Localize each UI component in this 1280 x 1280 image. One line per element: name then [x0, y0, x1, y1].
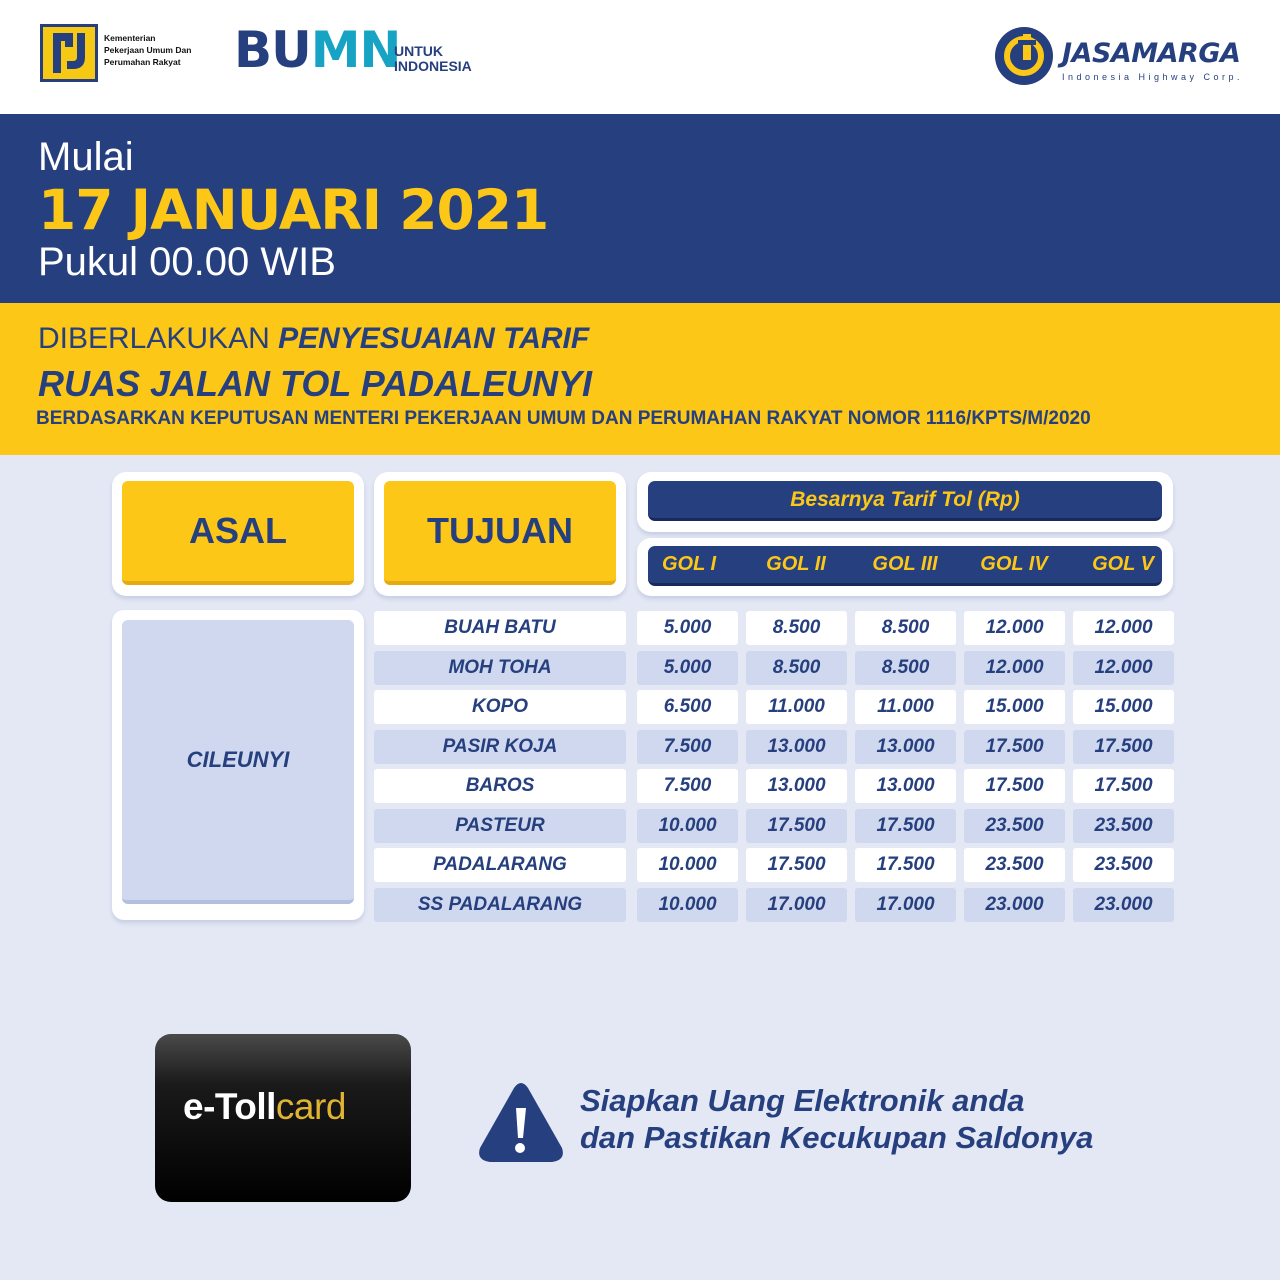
- tarif-cell: 10.000: [637, 809, 738, 843]
- etoll-card-logo: [183, 1086, 346, 1128]
- tarif-cell: 12.000: [964, 611, 1065, 645]
- ministry-line: Kementerian: [104, 33, 156, 43]
- ministry-emblem-icon: [43, 27, 95, 79]
- tarif-cell: 6.500: [637, 690, 738, 724]
- tarif-cell: 5.000: [637, 651, 738, 685]
- reminder-line1: Siapkan Uang Elektronik anda: [580, 1083, 1025, 1118]
- gol-header: GOL II: [766, 553, 826, 575]
- tarif-cell: 5.000: [637, 611, 738, 645]
- tarif-cell: 13.000: [855, 730, 956, 764]
- bumn-logo-part1: BU: [234, 21, 311, 79]
- tarif-cell: 8.500: [746, 611, 847, 645]
- tarif-cell: 12.000: [1073, 651, 1174, 685]
- bumn-tagline-line2: INDONESIA: [394, 58, 472, 74]
- asal-cell: CILEUNYI: [122, 620, 354, 904]
- bumn-logo: [234, 21, 401, 79]
- tarif-cell: 23.500: [1073, 809, 1174, 843]
- jasamarga-name: JASAMARGA: [1062, 38, 1241, 69]
- tarif-cell: 13.000: [746, 730, 847, 764]
- tarif-cell: 10.000: [637, 888, 738, 922]
- warning-triangle-icon: [476, 1080, 566, 1164]
- tarif-cell: 8.500: [746, 651, 847, 685]
- tarif-cell: 7.500: [637, 769, 738, 803]
- effective-time: Pukul 00.00 WIB: [38, 240, 336, 284]
- ministry-line: Pekerjaan Umum Dan: [104, 45, 192, 55]
- tarif-cell: 12.000: [964, 651, 1065, 685]
- etoll-logo-e: e-: [183, 1086, 215, 1127]
- gol-header: GOL V: [1092, 553, 1154, 575]
- tarif-cell: 17.000: [746, 888, 847, 922]
- tarif-cell: 23.500: [964, 809, 1065, 843]
- tarif-cell: 13.000: [746, 769, 847, 803]
- ministry-line: Perumahan Rakyat: [104, 57, 181, 67]
- tarif-cell: 15.000: [964, 690, 1065, 724]
- tarif-cell: 23.500: [1073, 848, 1174, 882]
- tarif-cell: 17.500: [746, 809, 847, 843]
- announcement-line1: [38, 322, 589, 356]
- etoll-logo-card: card: [275, 1086, 346, 1127]
- tarif-cell: 12.000: [1073, 611, 1174, 645]
- destination-cell: PASTEUR: [374, 809, 626, 843]
- tarif-cell: 23.000: [1073, 888, 1174, 922]
- destination-cell: KOPO: [374, 690, 626, 724]
- jasamarga-logo-icon: [994, 26, 1054, 86]
- tarif-title: Besarnya Tarif Tol (Rp): [648, 481, 1162, 521]
- tarif-cell: 17.500: [964, 730, 1065, 764]
- destination-cell: SS PADALARANG: [374, 888, 626, 922]
- tarif-cell: 8.500: [855, 611, 956, 645]
- bumn-tagline-line1: UNTUK: [394, 43, 443, 59]
- tarif-cell: 23.500: [964, 848, 1065, 882]
- gol-header: GOL I: [661, 553, 717, 575]
- etoll-logo-toll: Toll: [214, 1086, 276, 1127]
- tarif-cell: 17.500: [1073, 730, 1174, 764]
- toll-road-name: RUAS JALAN TOL PADALEUNYI: [38, 363, 593, 404]
- tarif-cell: 10.000: [637, 848, 738, 882]
- bumn-logo-part2: MN: [310, 21, 401, 79]
- effective-date: 17 JANUARI 2021: [38, 178, 549, 242]
- tujuan-header: TUJUAN: [384, 481, 616, 585]
- tarif-cell: 13.000: [855, 769, 956, 803]
- tarif-cell: 17.500: [1073, 769, 1174, 803]
- announcement-line1-emphasis: PENYESUAIAN TARIF: [278, 322, 590, 355]
- tarif-cell: 8.500: [855, 651, 956, 685]
- tarif-cell: 23.000: [964, 888, 1065, 922]
- tarif-cell: 17.500: [746, 848, 847, 882]
- decree-reference: BERDASARKAN KEPUTUSAN MENTERI PEKERJAAN UMUM DAN PERUMAHAN RAKYAT NOMOR 1116/KPTS/M/2020: [36, 408, 1091, 429]
- tarif-cell: 7.500: [637, 730, 738, 764]
- start-label: Mulai: [38, 135, 134, 179]
- gol-header-row: [648, 546, 1162, 586]
- destination-cell: MOH TOHA: [374, 651, 626, 685]
- destination-cell: PASIR KOJA: [374, 730, 626, 764]
- tarif-cell: 11.000: [855, 690, 956, 724]
- asal-header: ASAL: [122, 481, 354, 585]
- tarif-cell: 17.500: [964, 769, 1065, 803]
- tarif-cell: 11.000: [746, 690, 847, 724]
- tarif-cell: 15.000: [1073, 690, 1174, 724]
- tarif-cell: 17.000: [855, 888, 956, 922]
- tarif-cell: 17.500: [855, 848, 956, 882]
- jasamarga-tagline: Indonesia Highway Corp.: [1062, 72, 1244, 82]
- destination-cell: BUAH BATU: [374, 611, 626, 645]
- destination-cell: BAROS: [374, 769, 626, 803]
- gol-header: GOL III: [872, 553, 938, 575]
- ministry-name: [104, 32, 234, 68]
- ministry-logo: [40, 24, 98, 82]
- gol-header: GOL IV: [980, 553, 1048, 575]
- announcement-line1-normal: DIBERLAKUKAN: [38, 322, 279, 355]
- tarif-cell: 17.500: [855, 809, 956, 843]
- bumn-tagline: [394, 44, 472, 74]
- destination-cell: PADALARANG: [374, 848, 626, 882]
- reminder-line2: dan Pastikan Kecukupan Saldonya: [580, 1120, 1094, 1155]
